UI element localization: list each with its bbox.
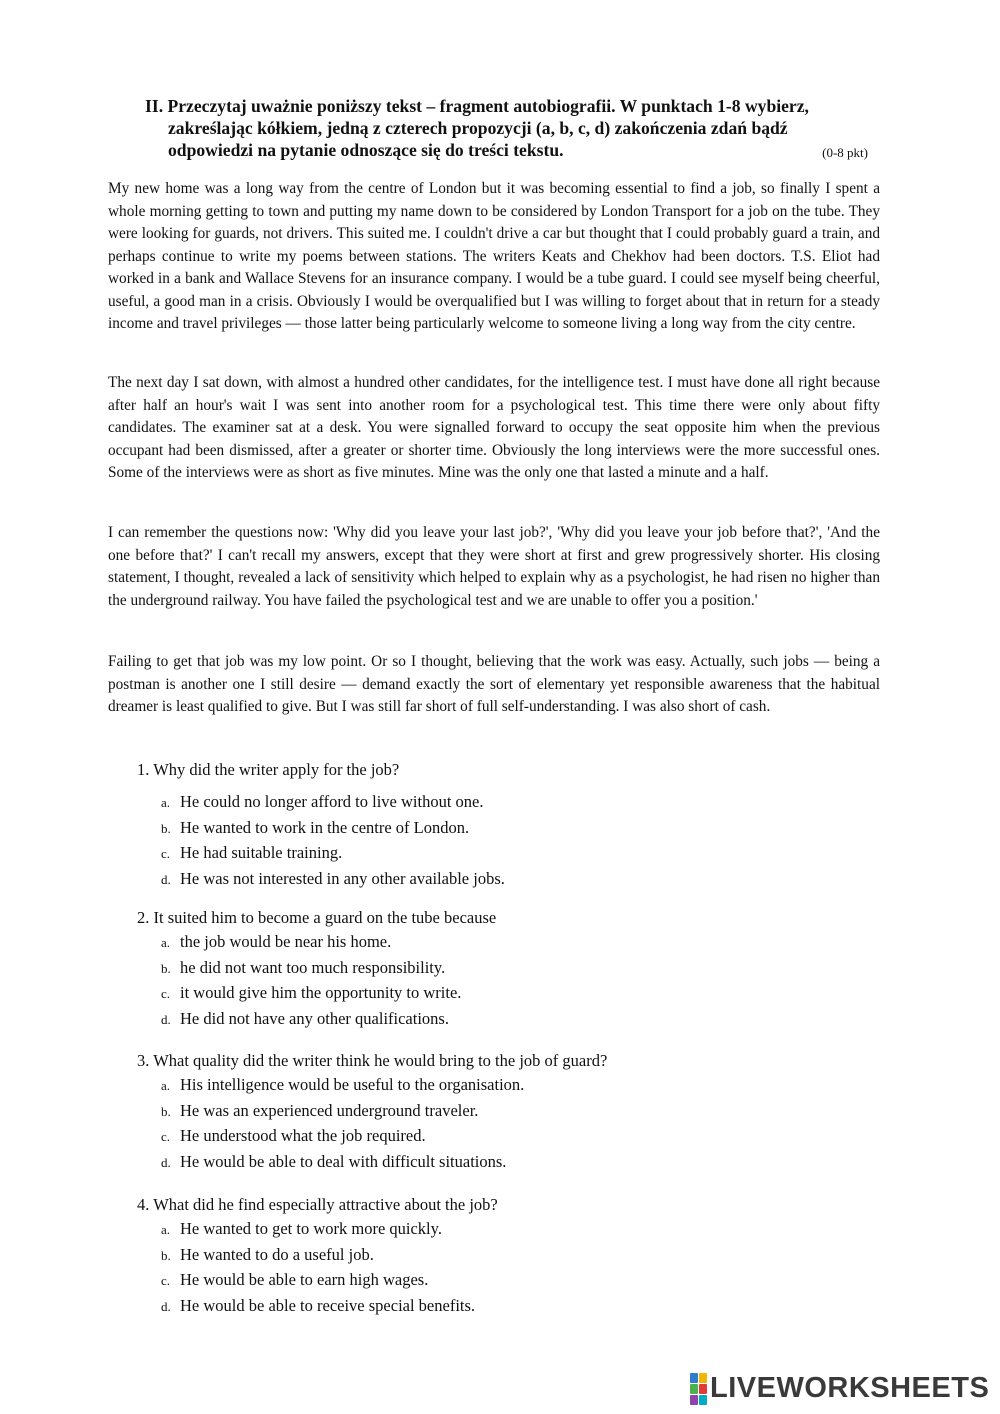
option-text: He wanted to do a useful job. — [180, 1244, 374, 1264]
option-letter: a. — [161, 795, 171, 810]
option-a[interactable] — [137, 1217, 897, 1243]
logo-tile — [690, 1384, 698, 1394]
option-text: the job would be near his home. — [180, 932, 392, 951]
option-d[interactable] — [137, 1007, 897, 1033]
liveworksheets-logo[interactable] — [690, 1372, 989, 1405]
logo-tile — [699, 1395, 707, 1405]
option-text: it would give him the opportunity to write. — [180, 983, 462, 1002]
option-a[interactable] — [137, 790, 897, 816]
option-text: He understood what the job required. — [180, 1126, 426, 1145]
passage-paragraph-3: I can remember the questions now: 'Why did you leave your last job?', 'Why did you leave your job before that?', 'And the one before that?' I can't recall my answers, except that they were short at first and grew progressively shorter. His closing statement, I thought, revealed a lack of sensitivity which helped to explain why as a psychologist, he had risen no higher than the underground railway. You have failed the psychological test and we are unable to offer you a position.' — [108, 524, 880, 609]
option-d[interactable] — [137, 867, 897, 893]
logo-tile — [690, 1395, 698, 1405]
instructions-line-1: II. Przeczytaj uważnie poniższy tekst – fragment autobiografii. W punktach 1-8 wybierz, — [145, 96, 809, 116]
option-a[interactable] — [137, 930, 897, 956]
option-letter: a. — [161, 935, 171, 950]
logo-tile — [699, 1384, 707, 1394]
option-text: His intelligence would be useful to the organisation. — [180, 1075, 525, 1094]
passage-paragraph-1: My new home was a long way from the centre of London but it was becoming essential to find a job, so finally I spent a whole morning getting to town and putting my name down to be considered by London Transport for a job on the tube. They were looking for guards, not drivers. This suited me. I couldn't drive a car but thought that I could probably guard a train, and perhaps continue to write my poems between stations. The writers Keats and Chekhov had been doctors. T.S. Eliot had worked in a bank and Wallace Stevens for an insurance company. I would be a tube guard. I could see myself being cheerful, useful, a good man in a crisis. Obviously I would be overqualified but I was willing to forget about that in return for a steady income and travel privileges — those latter being particularly welcome to someone living a long way from the city centre. — [108, 180, 880, 332]
option-d[interactable] — [137, 1150, 897, 1176]
option-letter: b. — [161, 1103, 171, 1119]
option-text: He was an experienced underground traveler. — [180, 1100, 479, 1120]
option-text: He had suitable training. — [180, 843, 343, 862]
liveworksheets-logo-icon — [690, 1373, 707, 1405]
option-c[interactable] — [137, 981, 897, 1007]
question-stem: 3. What quality did the writer think he would bring to the job of guard? — [137, 1051, 608, 1070]
option-letter: a. — [161, 1078, 171, 1093]
question-2 — [137, 906, 897, 1032]
option-letter: b. — [161, 1247, 171, 1263]
option-list — [137, 790, 897, 892]
option-text: He could no longer afford to live without one. — [180, 792, 484, 811]
points-label: (0-8 pkt) — [822, 145, 868, 160]
option-b[interactable] — [137, 1099, 897, 1125]
option-letter: c. — [161, 986, 171, 1001]
task-instructions — [145, 95, 870, 161]
option-letter: d. — [161, 871, 171, 887]
option-d[interactable] — [137, 1294, 897, 1320]
question-1 — [137, 758, 897, 892]
question-stem: 2. It suited him to become a guard on the tube because — [137, 908, 497, 927]
option-c[interactable] — [137, 1124, 897, 1150]
option-c[interactable] — [137, 841, 897, 867]
passage-paragraph-4: Failing to get that job was my low point. Or so I thought, believing that the work was easy. Actually, such jobs — being a postman is another one I still desire — demand exactly the sort of elementary yet responsible awareness that the habitual dreamer is least qualified to give. But I was still far short of full self-understanding. I was also short of cash. — [108, 653, 880, 715]
option-list — [137, 1073, 897, 1175]
option-text: He did not have any other qualifications. — [180, 1008, 449, 1028]
option-letter: a. — [161, 1222, 171, 1237]
option-letter: c. — [161, 846, 171, 861]
option-letter: b. — [161, 820, 171, 836]
instructions-line-2: zakreślając kółkiem, jedną z czterech propozycji (a, b, c, d) zakończenia zdań bądź — [168, 118, 788, 138]
option-letter: d. — [161, 1298, 171, 1314]
option-text: he did not want too much responsibility. — [180, 957, 446, 977]
passage-paragraph-2: The next day I sat down, with almost a hundred other candidates, for the intelligence test. I must have done all right because after half an hour's wait I was sent into another room for a psychological test. This time there were only about fifty candidates. The examiner sat at a desk. You were signalled forward to occupy the seat opposite him when the previous occupant had been dismissed, after a greater or shorter time. Obviously the long interviews were the more successful ones. Some of the interviews were as short as five minutes. Mine was the only one that lasted a minute and a half. — [108, 374, 880, 481]
option-text: He would be able to deal with difficult situations. — [180, 1151, 507, 1171]
logo-tile — [699, 1373, 707, 1383]
option-b[interactable] — [137, 1243, 897, 1269]
option-text: He wanted to work in the centre of London. — [180, 817, 470, 837]
option-b[interactable] — [137, 956, 897, 982]
option-a[interactable] — [137, 1073, 897, 1099]
option-letter: d. — [161, 1011, 171, 1027]
liveworksheets-logo-text: LIVEWORKSHEETS — [710, 1372, 990, 1404]
option-letter: d. — [161, 1154, 171, 1170]
option-letter: b. — [161, 960, 171, 976]
option-c[interactable] — [137, 1268, 897, 1294]
option-letter: c. — [161, 1273, 171, 1288]
option-text: He wanted to get to work more quickly. — [180, 1219, 442, 1238]
option-text: He would be able to receive special benefits. — [180, 1295, 476, 1315]
question-stem: 4. What did he find especially attractive about the job? — [137, 1195, 498, 1214]
option-list — [137, 930, 897, 1032]
instructions-line-3: odpowiedzi na pytanie odnoszące się do treści tekstu. — [168, 140, 564, 160]
logo-tile — [690, 1373, 698, 1383]
option-letter: c. — [161, 1129, 171, 1144]
option-b[interactable] — [137, 816, 897, 842]
question-4 — [137, 1193, 897, 1319]
question-stem: 1. Why did the writer apply for the job? — [137, 760, 400, 779]
option-list — [137, 1217, 897, 1319]
option-text: He was not interested in any other available jobs. — [180, 868, 505, 888]
question-3 — [137, 1049, 897, 1175]
option-text: He would be able to earn high wages. — [180, 1270, 429, 1289]
